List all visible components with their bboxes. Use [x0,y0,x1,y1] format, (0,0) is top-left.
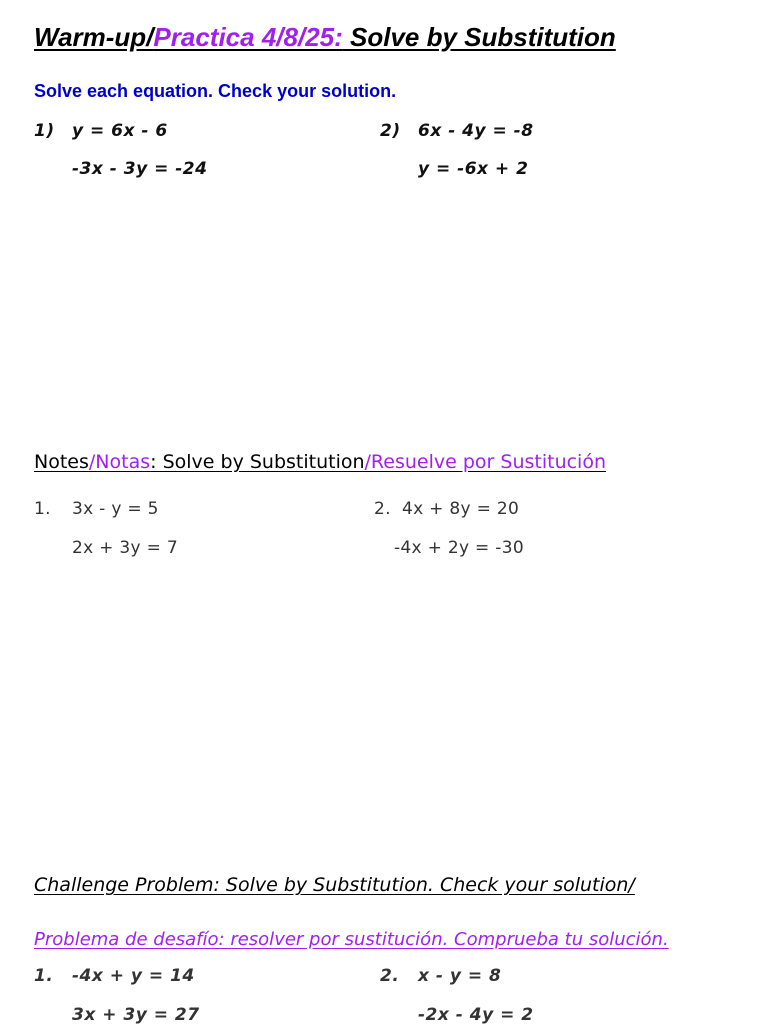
notes-label: Notes [34,451,89,473]
warmup-2-equation-1: 6x - 4y = -8 [418,121,534,141]
warmup-2-equation-2: y = -6x + 2 [418,159,529,179]
challenge-1-label: 1. [34,966,54,986]
warmup-1-label: 1) [34,121,55,141]
notes-2-label: 2. [374,499,391,519]
challenge-1-equation-2: 3x + 3y = 27 [72,1005,200,1025]
challenge-2-equation-2: -2x - 4y = 2 [418,1005,534,1025]
warmup-1-equation-2: -3x - 3y = -24 [72,159,208,179]
notes-2-equation-1: 4x + 8y = 20 [402,499,520,519]
instructions: Solve each equation. Check your solution. [34,81,397,101]
challenge-heading: Challenge Problem: Solve by Substitution. Check your solution/ [34,874,635,896]
challenge-subheading: Problema de desafío: resolver por sustitución. Comprueba tu solución. [34,929,669,950]
title-practica-date: Practica 4/8/25: [153,22,343,52]
title-topic: Solve by Substitution [342,22,616,52]
title-warmup: Warm-up/ [34,22,154,52]
notas-label: /Notas [88,451,151,473]
notes-1-label: 1. [34,499,51,519]
challenge-2-label: 2. [380,966,400,986]
notes-1-equation-1: 3x - y = 5 [72,499,159,519]
warmup-2-label: 2) [380,121,401,141]
notes-topic: : Solve by Substitution [150,451,365,473]
challenge-1-equation-1: -4x + y = 14 [72,966,195,986]
notes-1-equation-2: 2x + 3y = 7 [72,538,178,558]
notes-2-equation-2: -4x + 2y = -30 [394,538,524,558]
page-title [34,22,616,53]
warmup-1-equation-1: y = 6x - 6 [72,121,168,141]
challenge-2-equation-1: x - y = 8 [418,966,502,986]
notes-heading [34,451,606,473]
notes-topic-spanish: /Resuelve por Sustitución [364,451,607,473]
